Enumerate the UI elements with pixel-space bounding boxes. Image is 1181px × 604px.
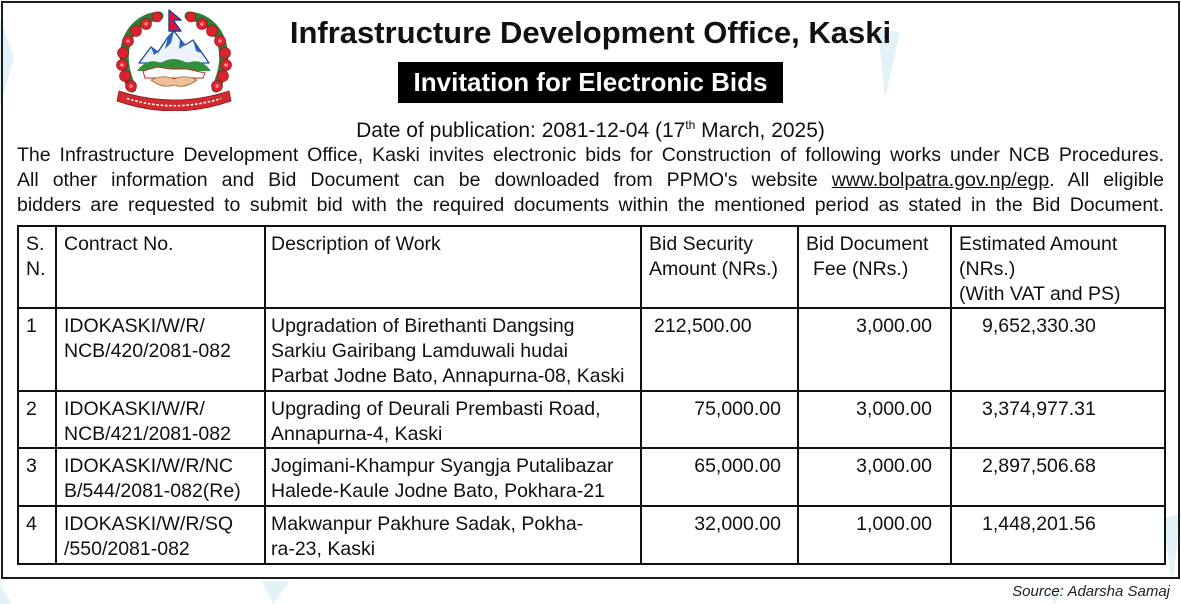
description-line: Annapurna-4, Kaski (271, 423, 443, 445)
source-credit: Source: Adarsha Samaj (1012, 583, 1170, 600)
header-bid-security (641, 226, 798, 308)
cell-description (265, 391, 641, 448)
contract-no-line: IDOKASKI/W/R/ (64, 315, 205, 337)
cell-contract-no (56, 308, 265, 391)
table-header-row (18, 226, 1165, 308)
ordinal-suffix: th (685, 118, 696, 132)
header-estimated-amount-line: (NRs.) (959, 258, 1016, 280)
intro-line-1: The Infrastructure Development Office, Kaski invites electronic bids for Construction of following works under NCB Procedures. (17, 144, 1164, 166)
contract-no-line: IDOKASKI/W/R/NC (64, 455, 234, 477)
intro-line-2 (17, 168, 1164, 193)
cell-estimated-amount: 1,448,201.56 (951, 506, 1165, 564)
intro-line-3: bidders are requested to submit bid with the required documents within the mentioned period as stated in the Bid Document. (17, 194, 1164, 216)
table-row (18, 308, 1165, 391)
description-line: Halede-Kaule Jodne Bato, Pokhara-21 (271, 480, 605, 502)
header-sn-line: N. (26, 258, 46, 280)
cell-bid-security: 75,000.00 (641, 391, 798, 448)
works-table (17, 225, 1166, 565)
cell-sn: 2 (18, 391, 56, 448)
header-estimated-amount (951, 226, 1165, 308)
header-description (265, 226, 641, 308)
notice-title: Invitation for Electronic Bids (398, 62, 783, 103)
publication-date (0, 118, 1181, 143)
description-line: Parbat Jodne Bato, Annapurna-08, Kaski (271, 365, 625, 387)
publication-date-text: Date of publication: 2081-12-04 (17 (356, 119, 686, 142)
header-description-text: Description of Work (271, 233, 441, 255)
intro-paragraph (17, 143, 1164, 218)
description-line: Sarkiu Gairibang Lamduwali hudai (271, 340, 569, 362)
cell-bid-security: 32,000.00 (641, 506, 798, 564)
cell-bid-security: 212,500.00 (641, 308, 798, 391)
cell-document-fee: 1,000.00 (798, 506, 951, 564)
cell-contract-no (56, 506, 265, 564)
cell-document-fee: 3,000.00 (798, 448, 951, 506)
motto-ribbon (117, 91, 231, 111)
description-line: Jogimani-Khampur Syangja Putalibazar (271, 455, 614, 477)
description-line: Makwanpur Pakhure Sadak, Pokha- (271, 513, 584, 535)
contract-no-line: B/544/2081-082(Re) (64, 480, 241, 502)
cell-estimated-amount: 9,652,330.30 (951, 308, 1165, 391)
header-sn-line: S. (26, 233, 45, 255)
cell-sn: 1 (18, 308, 56, 391)
header-bid-security-line: Bid Security (649, 233, 754, 255)
table-row (18, 448, 1165, 506)
table-row (18, 506, 1165, 564)
publication-date-rest: March, 2025) (695, 119, 825, 142)
header-contract-no (56, 226, 265, 308)
cell-sn: 4 (18, 506, 56, 564)
office-title: Infrastructure Development Office, Kaski (289, 15, 892, 50)
header-document-fee-line: Fee (NRs.) (813, 258, 909, 280)
bolpatra-link[interactable]: www.bolpatra.gov.np/egp (831, 169, 1050, 191)
header-sn (18, 226, 56, 308)
description-line: Upgrading of Deurali Prembasti Road, (271, 398, 601, 420)
header-estimated-amount-line: (With VAT and PS) (959, 283, 1121, 305)
cell-contract-no (56, 391, 265, 448)
cell-bid-security: 65,000.00 (641, 448, 798, 506)
cell-description (265, 308, 641, 391)
intro-line-2-start: All other information and Bid Document can be downloaded from PPMO's website (17, 169, 818, 191)
cell-document-fee: 3,000.00 (798, 308, 951, 391)
header-bid-security-line: Amount (NRs.) (649, 258, 778, 280)
header-contract-no-text: Contract No. (64, 233, 174, 255)
description-line: ra-23, Kaski (271, 538, 376, 560)
contract-no-line: IDOKASKI/W/R/SQ (64, 513, 234, 535)
header-estimated-amount-line: Estimated Amount (959, 233, 1118, 255)
header-document-fee (798, 226, 951, 308)
header-document-fee-line: Bid Document (806, 233, 929, 255)
intro-line-2-end: . All eligible (1049, 169, 1164, 191)
cell-sn: 3 (18, 448, 56, 506)
cell-document-fee: 3,000.00 (798, 391, 951, 448)
contract-no-line: /550/2081-082 (64, 538, 190, 560)
cell-description (265, 448, 641, 506)
cell-estimated-amount: 3,374,977.31 (951, 391, 1165, 448)
contract-no-line: NCB/421/2081-082 (64, 423, 231, 445)
description-line: Upgradation of Birethanti Dangsing (271, 315, 575, 337)
cell-description (265, 506, 641, 564)
contract-no-line: IDOKASKI/W/R/ (64, 398, 205, 420)
contract-no-line: NCB/420/2081-082 (64, 340, 231, 362)
cell-estimated-amount: 2,897,506.68 (951, 448, 1165, 506)
table-row (18, 391, 1165, 448)
cell-contract-no (56, 448, 265, 506)
